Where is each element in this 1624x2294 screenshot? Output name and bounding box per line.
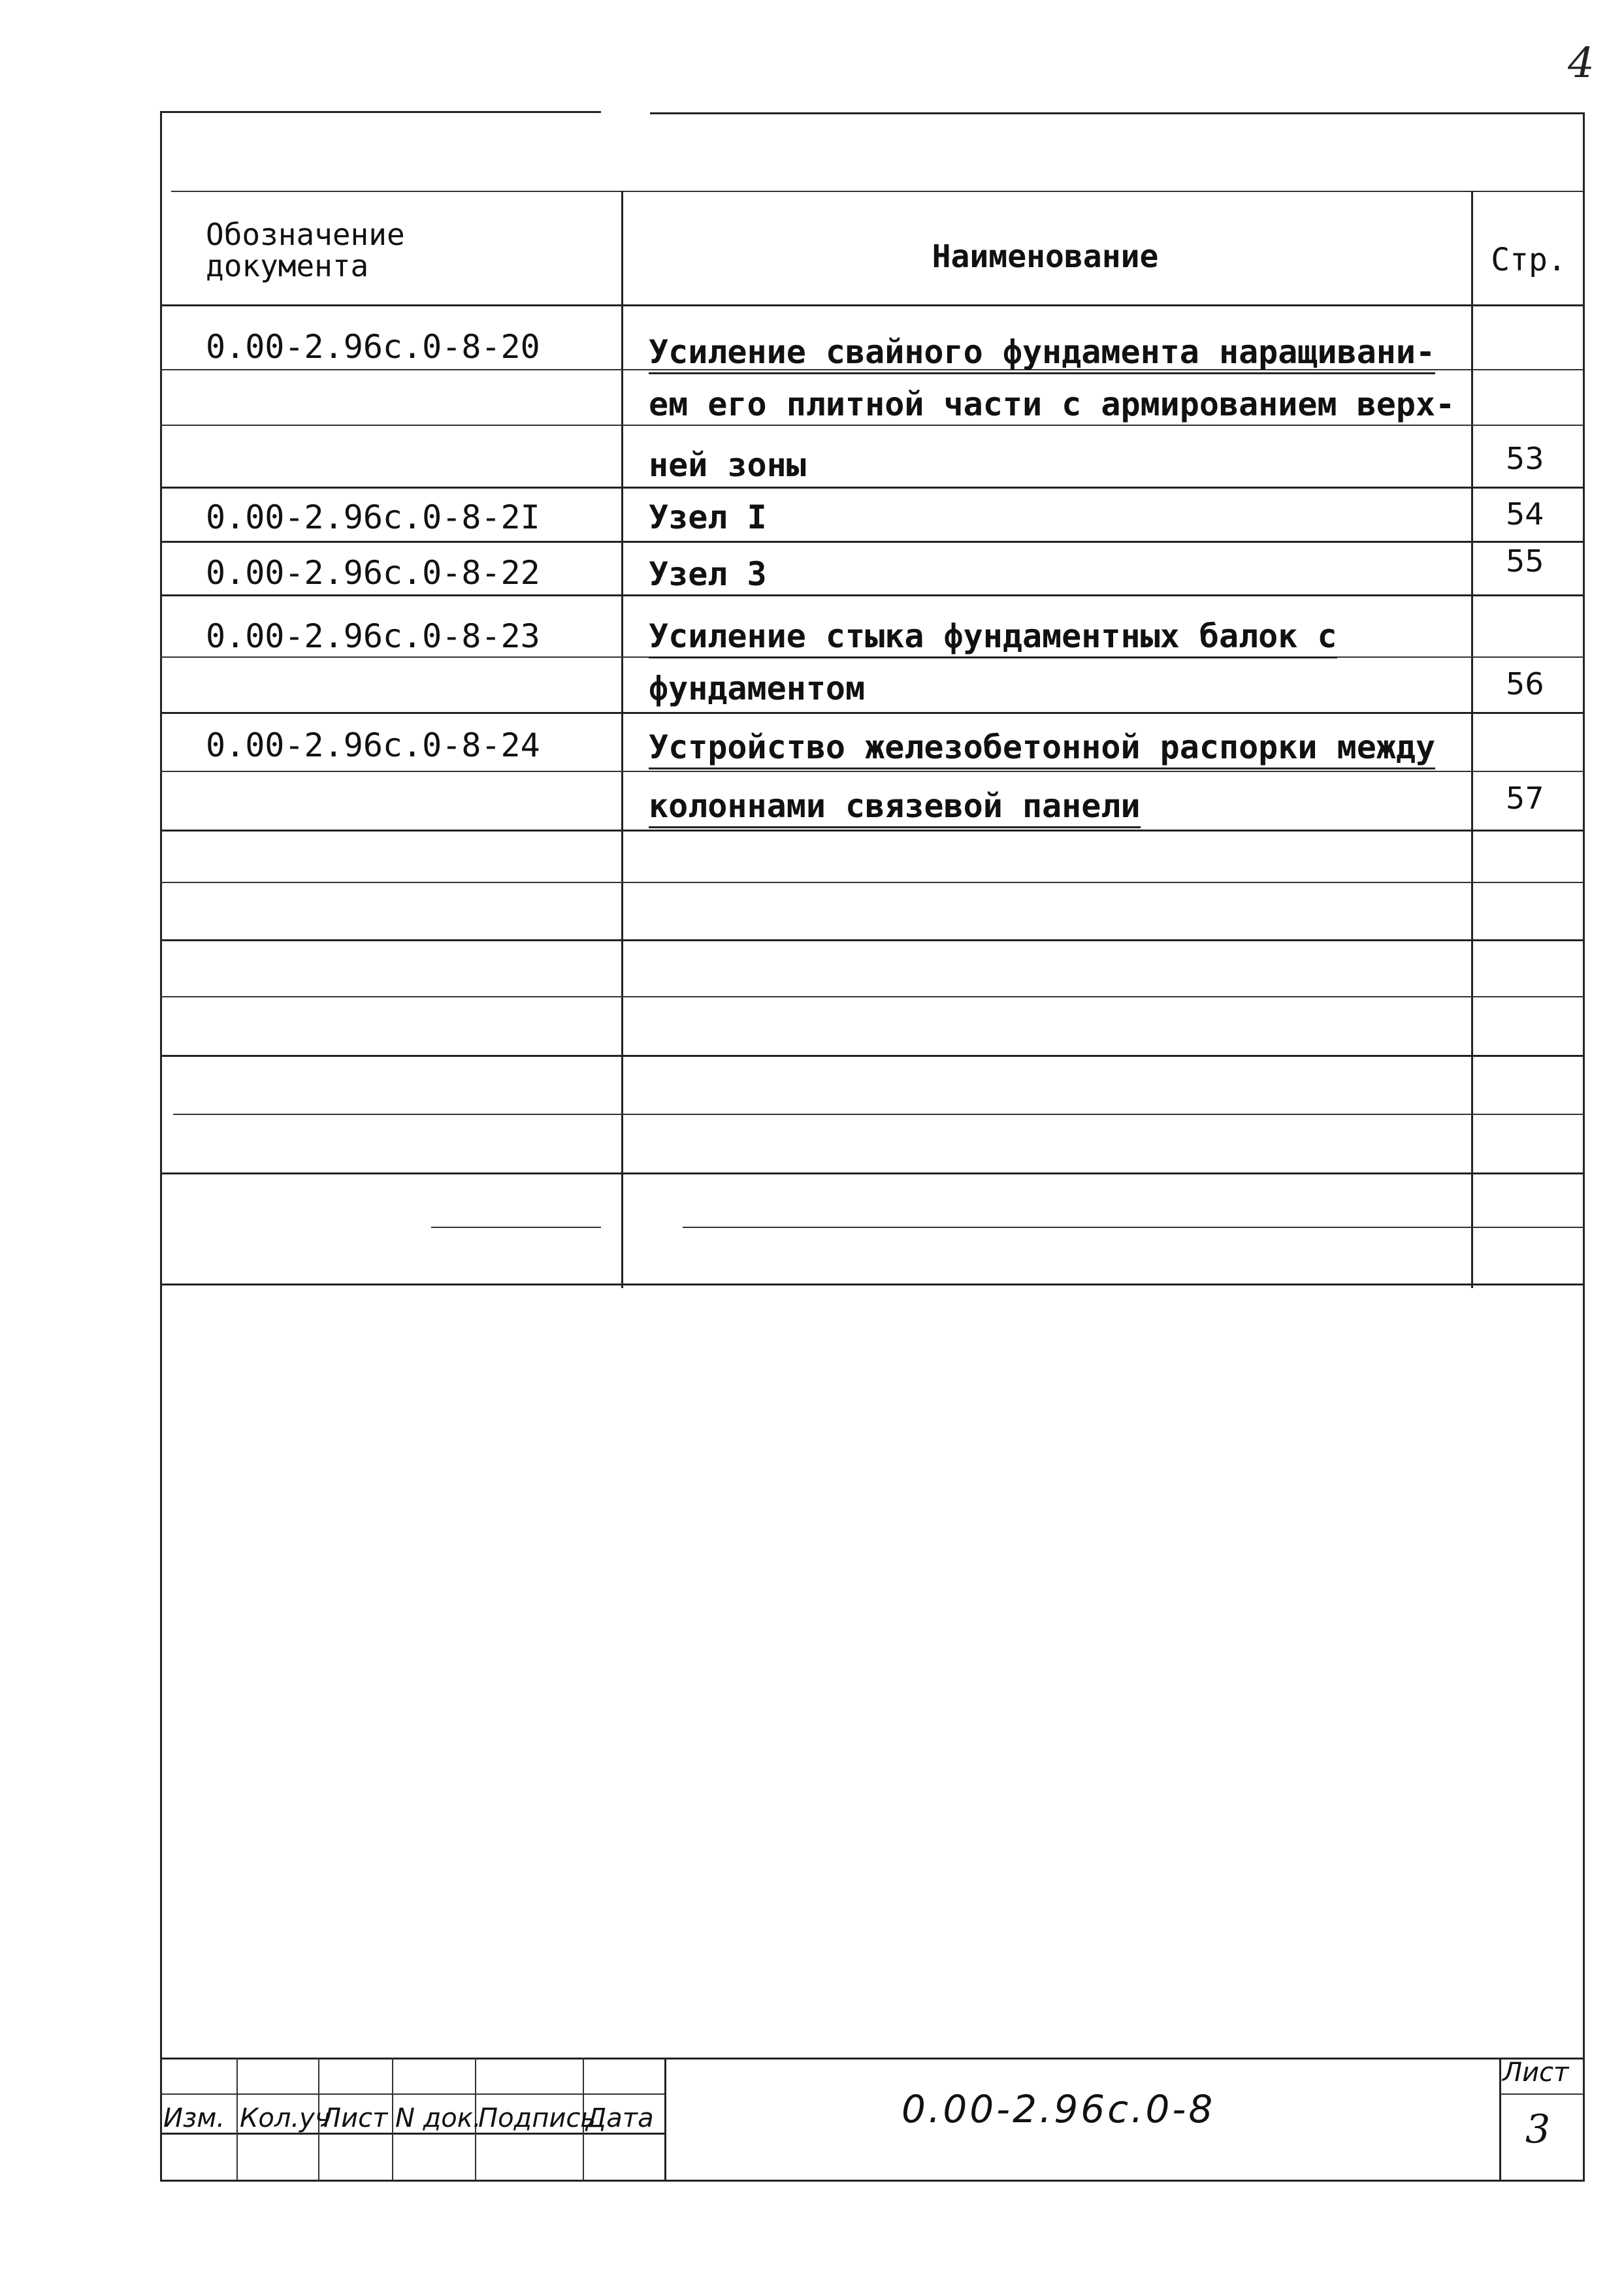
- row-name: Узел 3: [649, 555, 767, 593]
- table-header-bottom-line: [160, 304, 1584, 306]
- column-divider-1: [621, 191, 623, 1288]
- frame-bottom: [160, 2180, 1585, 2182]
- sheet-cell-line: [1499, 2093, 1584, 2095]
- frame-top-right: [650, 112, 1584, 114]
- row-name: фундаментом: [649, 670, 866, 707]
- row-line: [160, 487, 1584, 489]
- header-name: Наименование: [932, 238, 1159, 275]
- stamp-label-podpis: Подпись: [478, 2103, 596, 2133]
- stamp-col-line: [392, 2058, 393, 2180]
- row-line: [160, 882, 1584, 883]
- frame-left: [160, 111, 162, 2182]
- sheet-number: 3: [1525, 2107, 1551, 2152]
- row-page: 57: [1506, 781, 1544, 816]
- row-line: [160, 1055, 1584, 1057]
- row-line: [160, 712, 1584, 714]
- row-page: 55: [1506, 543, 1544, 579]
- row-code: 0.00-2.96с.0-8-24: [206, 726, 540, 764]
- header-page: Стр.: [1491, 242, 1567, 278]
- row-line: [160, 939, 1584, 941]
- row-code: 0.00-2.96с.0-8-22: [206, 554, 540, 592]
- row-line: [173, 1114, 1584, 1115]
- column-divider-2: [1471, 191, 1473, 1288]
- stamp-label-izm: Изм.: [163, 2103, 225, 2133]
- row-code: 0.00-2.96с.0-8-23: [206, 617, 540, 655]
- corner-page-number: 4: [1568, 39, 1595, 88]
- frame-right: [1583, 112, 1585, 2182]
- row-code: 0.00-2.96с.0-8-20: [206, 328, 540, 366]
- row-line: [160, 425, 1584, 426]
- sheet-label: Лист: [1502, 2058, 1569, 2088]
- row-name: Устройство железобетонной распорки между: [649, 728, 1435, 766]
- row-line: [160, 1172, 1584, 1174]
- row-line: [160, 541, 1584, 543]
- stamp-top-line: [160, 2058, 1585, 2060]
- frame-top-left: [160, 111, 601, 113]
- row-page: 56: [1506, 666, 1544, 702]
- stamp-col-line: [236, 2058, 238, 2180]
- row-code: 0.00-2.96с.0-8-2I: [206, 498, 540, 536]
- stamp-divider: [1499, 2058, 1501, 2180]
- row-name: ем его плитной части с армированием верх-: [649, 385, 1455, 423]
- row-line: [160, 771, 1584, 772]
- row-name: колоннами связевой панели: [649, 787, 1141, 825]
- row-name: Усиление стыка фундаментных балок с: [649, 617, 1337, 655]
- stamp-label-kol: Кол.уч: [240, 2103, 331, 2133]
- row-line: [160, 996, 1584, 997]
- stamp-label-ndok: N док.: [395, 2103, 481, 2133]
- row-name: Узел I: [649, 498, 767, 536]
- row-line-partial: [431, 1227, 601, 1228]
- stamp-label-data: Дата: [586, 2103, 654, 2133]
- row-line-partial: [683, 1227, 1584, 1228]
- row-page: 54: [1506, 496, 1544, 532]
- row-line: [160, 594, 1584, 596]
- document-code: 0.00-2.96с.0-8: [901, 2087, 1216, 2131]
- row-page: 53: [1506, 441, 1544, 476]
- stamp-label-list: Лист: [321, 2103, 388, 2133]
- stamp-divider: [664, 2058, 666, 2180]
- row-name: Усиление свайного фундамента наращивани-: [649, 333, 1435, 371]
- header-designation: Обозначение документа: [206, 217, 405, 283]
- row-line: [160, 830, 1584, 832]
- table-bottom-line: [160, 1284, 1584, 1285]
- table-header-top-line: [171, 191, 1583, 192]
- row-name: ней зоны: [649, 446, 806, 484]
